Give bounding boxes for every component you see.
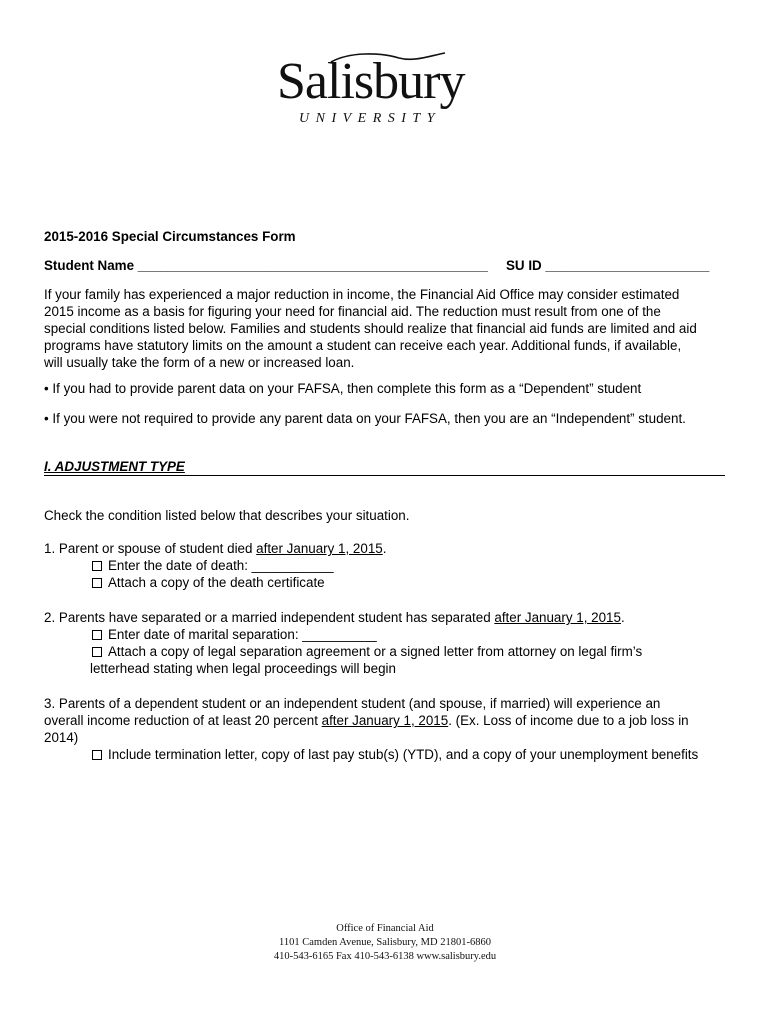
- section-heading-text: I. ADJUSTMENT TYPE: [44, 459, 185, 474]
- option-label: Include termination letter, copy of last pay stub(s) (YTD), and a copy of your unemployment benefits: [108, 747, 699, 762]
- item-1-option-death-date[interactable]: [44, 557, 734, 574]
- item-3-line-2-end: . (Ex. Loss of income due to a job loss in: [448, 713, 689, 728]
- item-3-option-termination[interactable]: [44, 746, 734, 763]
- intro-line: will usually take the form of a new or increased loan.: [44, 355, 355, 370]
- checkbox-icon[interactable]: [92, 750, 102, 760]
- salisbury-university-logo: [273, 50, 503, 130]
- option-label: Enter date of marital separation: __________: [108, 627, 377, 642]
- footer: [0, 922, 770, 964]
- condition-item-3: [44, 695, 734, 763]
- footer-office: Office of Financial Aid: [336, 923, 434, 934]
- option-label: Enter the date of death: ___________: [108, 558, 334, 573]
- intro-paragraph: [44, 286, 734, 371]
- intro-line: special conditions listed below. Families and students should realize that financial aid funds are limited and aid: [44, 321, 697, 336]
- option-label: Attach a copy of the death certificate: [108, 575, 325, 590]
- item-2-period: .: [620, 610, 625, 625]
- su-id-field[interactable]: SU ID ______________________: [506, 258, 710, 273]
- bullet-dependent: • If you had to provide parent data on your FAFSA, then complete this form as a “Dependent” student: [44, 381, 642, 396]
- intro-line: programs have statutory limits on the amount a student can receive each year. Additional funds, if available,: [44, 338, 682, 353]
- item-1-option-death-certificate[interactable]: [44, 574, 734, 591]
- checkbox-icon[interactable]: [92, 578, 102, 588]
- student-name-field[interactable]: Student Name _______________________________________________: [44, 258, 488, 273]
- item-2-label: 2. Parents have separated or a married independent student has separated: [44, 610, 495, 625]
- condition-item-1: [44, 540, 734, 591]
- intro-line: If your family has experienced a major reduction in income, the Financial Aid Office may consider estimated: [44, 287, 680, 302]
- item-1-date: after January 1, 2015: [256, 541, 383, 556]
- footer-contact: 410-543-6165 Fax 410-543-6138 www.salisbury.edu: [273, 951, 497, 962]
- option-label: Attach a copy of legal separation agreement or a signed letter from attorney on legal firm’s: [108, 644, 643, 659]
- section-heading-adjustment-type: [44, 458, 725, 476]
- item-3-date: after January 1, 2015: [321, 713, 449, 728]
- logo-wordmark: Salisbury: [277, 53, 465, 110]
- item-2-option-continuation: letterhead stating when legal proceedings will begin: [90, 661, 396, 676]
- item-2-date: after January 1, 2015: [494, 610, 621, 625]
- logo-subtitle: UNIVERSITY: [299, 111, 441, 126]
- footer-address: 1101 Camden Avenue, Salisbury, MD 21801-6860: [279, 937, 491, 948]
- item-3-line-2: [44, 712, 734, 729]
- item-1-text: [44, 540, 734, 557]
- item-1-label: 1. Parent or spouse of student died: [44, 541, 257, 556]
- bullet-independent: • If you were not required to provide any parent data on your FAFSA, then you are an “Independent” student.: [44, 411, 686, 426]
- item-2-option-separation-agreement[interactable]: [44, 643, 734, 660]
- section-instruction: Check the condition listed below that describes your situation.: [44, 508, 410, 523]
- form-title: 2015-2016 Special Circumstances Form: [44, 229, 296, 244]
- item-1-period: .: [382, 541, 387, 556]
- checkbox-icon[interactable]: [92, 647, 102, 657]
- item-3-line-3: 2014): [44, 730, 79, 745]
- intro-line: 2015 income as a basis for figuring your need for financial aid. The reduction must result from one of the: [44, 304, 661, 319]
- checkbox-icon[interactable]: [92, 561, 102, 571]
- item-3-line-1: 3. Parents of a dependent student or an independent student (and spouse, if married) will experience an: [44, 696, 661, 711]
- checkbox-icon[interactable]: [92, 630, 102, 640]
- item-2-text: [44, 609, 734, 626]
- item-3-line-2-start: overall income reduction of at least 20 percent: [44, 713, 322, 728]
- item-2-option-separation-date[interactable]: [44, 626, 734, 643]
- condition-item-2: [44, 609, 734, 677]
